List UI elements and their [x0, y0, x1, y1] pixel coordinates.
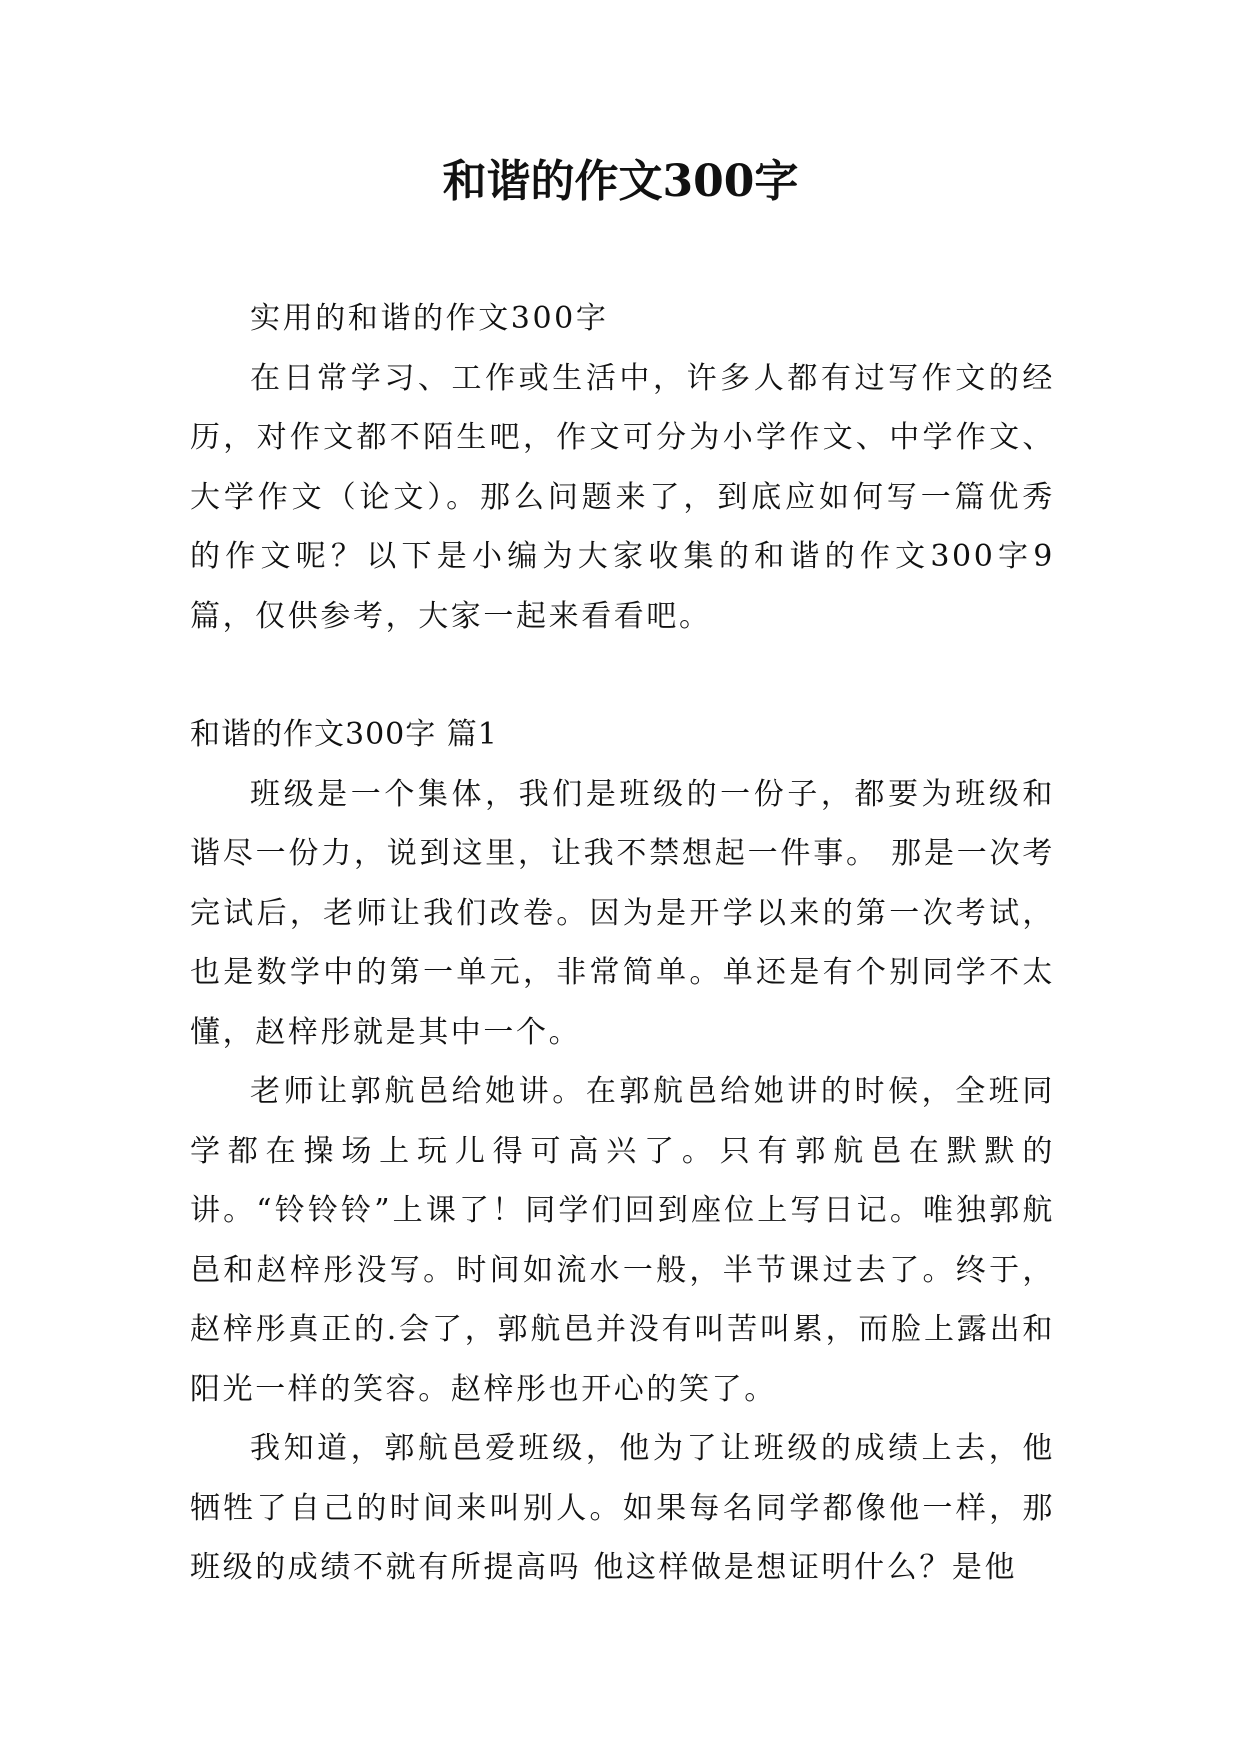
body-paragraph-1: 班级是一个集体，我们是班级的一份子，都要为班级和谐尽一份力，说到这里，让我不禁想起一件事。 那是一次考完试后，老师让我们改卷。因为是开学以来的第一次考试，也是数学中的第一单元，非常简单。单还是有个别同学不太懂，赵梓彤就是其中一个。	[190, 776, 1055, 1050]
document-subtitle: 实用的和谐的作文300字	[250, 301, 609, 336]
body-paragraph-2: 老师让郭航邑给她讲。在郭航邑给她讲的时候，全班同学都在操场上玩儿得可高兴了。只有郭航邑在默默的讲。“铃铃铃”上课了！同学们回到座位上写日记。唯独郭航邑和赵梓彤没写。时间如流水一般，半节课过去了。终于，赵梓彤真正的.会了，郭航邑并没有叫苦叫累，而脸上露出和阳光一样的笑容。赵梓彤也开心的笑了。	[190, 1074, 1055, 1407]
section-heading: 和谐的作文300字 篇1	[190, 717, 498, 752]
document-body	[190, 289, 1055, 1598]
document-title: 和谐的作文300字	[442, 156, 799, 207]
intro-paragraph: 在日常学习、工作或生活中，许多人都有过写作文的经历，对作文都不陌生吧，作文可分为小学作文、中学作文、大学作文（论文）。那么问题来了，到底应如何写一篇优秀的作文呢？以下是小编为大家收集的和谐的作文300字9篇，仅供参考，大家一起来看看吧。	[190, 360, 1055, 634]
body-paragraph-3: 我知道，郭航邑爱班级，他为了让班级的成绩上去，他牺牲了自己的时间来叫别人。如果每名同学都像他一样，那班级的成绩不就有所提高吗 他这样做是想证明什么？是他	[190, 1431, 1055, 1585]
